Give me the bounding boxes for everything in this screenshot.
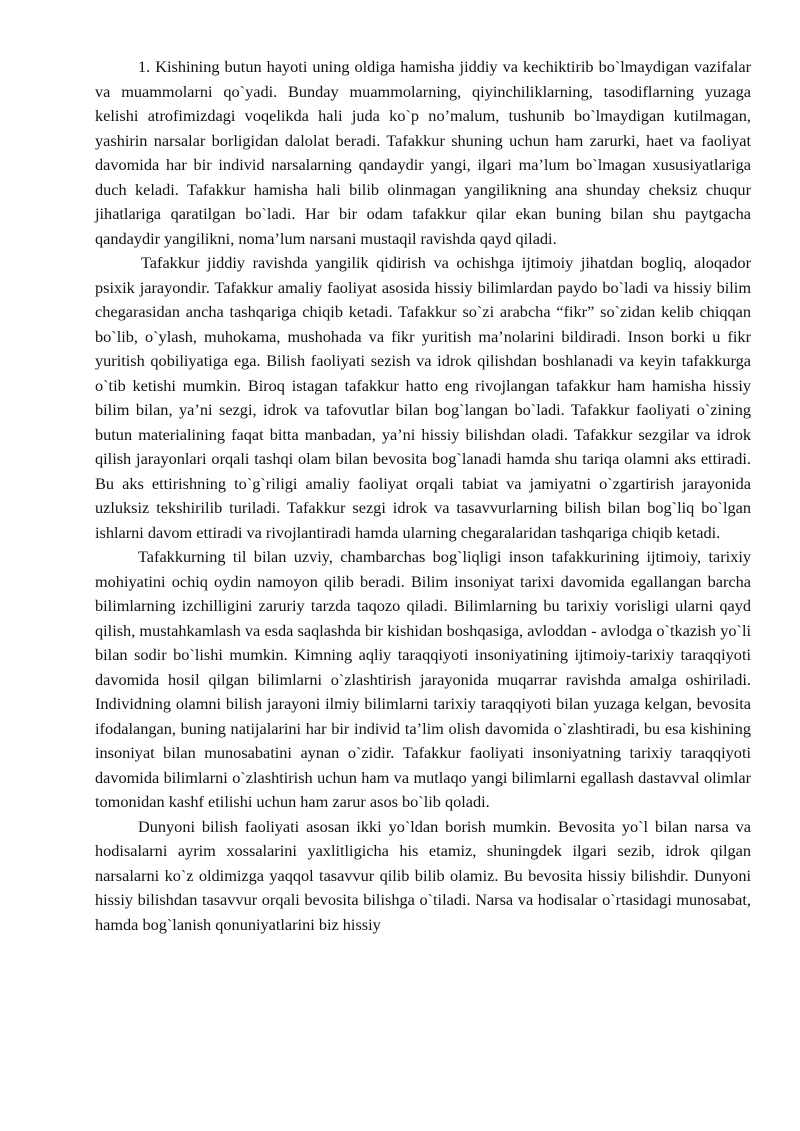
paragraph-4: Dunyoni bilish faoliyati asosan ikki yo`ldan borish mumkin. Bevosita yo`l bilan narsa va hodisalarni ayrim xossalarini yaxlitligicha his etamiz, shuningdek ilgari sezib, idrok qilgan narsalarni ko`z oldimizga yaqqol tasavvur qilib bilib olamiz. Bu bevosita hissiy bilishdir. Dunyoni hissiy bilishdan tasavvur orqali bevosita bilishga o`tiladi. Narsa va hodisalar o`rtasidagi munosabat, hamda bog`lanish qonuniyatlarini biz hissiy [95, 816, 751, 934]
paragraph-1: 1. Kishining butun hayoti uning oldiga hamisha jiddiy va kechiktirib bo`lmaydigan vazifalar va muammolarni qo`yadi. Bunday muammolarning, qiyinchiliklarning, tasodiflarning yuzaga kelishi atrofimizdagi voqelikda hali juda ko`p no’malum, tushunib bo`lmaydigan kutilmagan, yashirin narsalar borligidan dalolat beradi. Tafakkur shuning uchun ham zarurki, haet va faoliyat davomida har bir individ narsalarning qandaydir yangi, ilgari ma’lum bo`lmagan xususiyatlariga duch keladi. Tafakkur hamisha hali bilib olinmagan yangilikning ana shunday cheksiz chuqur jihatlariga qaratilgan bo`ladi. Har bir odam tafakkur qilar ekan buning bilan shu paytgacha qandaydir yangilikni, noma’lum narsani mustaqil ravishda qayd qiladi. [95, 57, 751, 248]
document-page [95, 55, 751, 937]
paragraph-3: Tafakkurning til bilan uzviy, chambarchas bog`liqligi inson tafakkurining ijtimoiy, tarixiy mohiyatini ochiq oydin namoyon qilib beradi. Bilim insoniyat tarixi davomida egallangan barcha bilimlarning izchilligini zaruriy tarzda taqozo qiladi. Bilimlarning bu tarixiy vorisligi ularni qayd qilish, mustahkamlash va esda saqlashda bir kishidan boshqasiga, avloddan - avlodga o`tkazish yo`li bilan sodir bo`lishi mumkin. Kimning aqliy taraqqiyoti insoniyatining ijtimoiy-tarixiy taraqqiyoti davomida hosil qilgan bilimlarni o`zlashtirish jarayonida muqarrar ravishda amalga oshiriladi. Individning olamni bilish jarayoni ilmiy bilimlarni tarixiy taraqqiyoti bilan yuzaga kelgan, bevosita ifodalangan, buning natijalarini har bir individ ta’lim olish davomida o`zlashtiradi, bu esa kishining insoniyat bilan munosabatini aynan o`zidir. Tafakkur faoliyati insoniyatning tarixiy taraqqiyoti davomida bilimlarni o`zlashtirish uchun ham va mutlaqo yangi bilimlarni egallash dastavval olimlar tomonidan kashf etilishi uchun ham zarur asos bo`lib qoladi. [95, 547, 751, 811]
paragraph-2: Tafakkur jiddiy ravishda yangilik qidirish va ochishga ijtimoiy jihatdan bogliq, aloqador psixik jarayondir. Tafakkur amaliy faoliyat asosida hissiy bilimlardan paydo bo`ladi va hissiy bilim chegarasidan ancha tashqariga chiqib ketadi. Tafakkur so`zi arabcha “fikr” so`zidan kelib chiqqan bo`lib, o`ylash, muhokama, mushohada va fikr yuritish ma’nolarini bildiradi. Inson borki u fikr yuritish qobiliyatiga ega. Bilish faoliyati sezish va idrok qilishdan boshlanadi va keyin tafakkurga o`tib ketishi mumkin. Biroq istagan tafakkur hatto eng rivojlangan tafakkur ham hamisha hissiy bilim bilan, ya’ni sezgi, idrok va tafovutlar bilan bog`langan bo`ladi. Tafakkur faoliyati o`zining butun materialining faqat bitta manbadan, ya’ni hissiy bilishdan oladi. Tafakkur sezgilar va idrok qilish jarayonlari orqali tashqi olam bilan bevosita bog`lanadi hamda shu tariqa olamni aks ettiradi. Bu aks ettirishning to`g`riligi amaliy faoliyat orqali tabiat va jamiyatni o`zgartirish jarayonida uzluksiz tekshirilib turiladi. Tafakkur sezgi idrok va tasavvurlarning bilish bilan bog`liq bo`lgan ishlarni davom ettiradi va rivojlantiradi hamda ularning chegaralaridan tashqariga chiqib ketadi. [95, 253, 751, 542]
